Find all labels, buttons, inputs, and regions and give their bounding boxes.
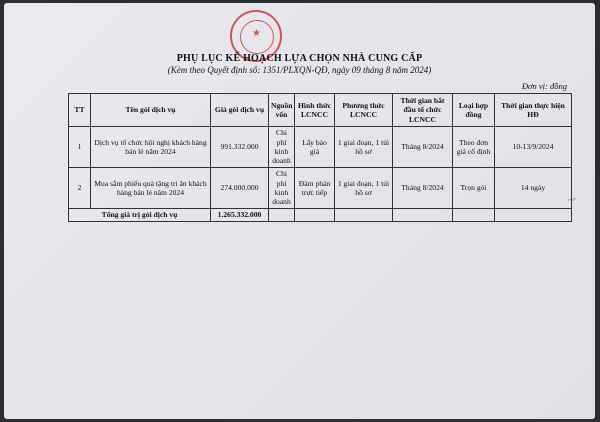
document-subtitle: (Kèm theo Quyết định số: 1351/PLXQN-QĐ, ngày 09 tháng 8 năm 2024) xyxy=(167,65,432,75)
document-page xyxy=(4,3,595,419)
cell-price: 991.332.000 xyxy=(211,127,269,168)
document-title: PHỤ LỤC KẾ HOẠCH LỰA CHỌN NHÀ CUNG CẤP xyxy=(176,53,423,64)
table-total-row xyxy=(69,209,572,222)
cell-method: 1 giai đoạn, 1 túi hồ sơ xyxy=(335,168,393,209)
cell-contract: Theo đơn giá cố định xyxy=(453,127,495,168)
header-start: Thời gian bắt đầu tổ chức LCNCC xyxy=(393,94,453,127)
cell-price: 274.000.000 xyxy=(211,168,269,209)
cell-start: Tháng 8/2024 xyxy=(393,127,453,168)
cell-form: Đàm phán trực tiếp xyxy=(295,168,335,209)
table-row xyxy=(69,168,572,209)
cell-name: Dịch vụ tổ chức hội nghị khách hàng bán lẻ năm 2024 xyxy=(91,127,211,168)
cell-method: 1 giai đoạn, 1 túi hồ sơ xyxy=(335,127,393,168)
services-table xyxy=(68,93,572,222)
table-header-row xyxy=(69,94,572,127)
cell-source: Chi phí kinh doanh xyxy=(269,127,295,168)
cell-tt: 1 xyxy=(69,127,91,168)
header-duration: Thời gian thực hiện HĐ xyxy=(495,94,572,127)
table-row xyxy=(69,127,572,168)
header-source: Nguồn vốn xyxy=(269,94,295,127)
currency-unit: Đơn vị: đồng xyxy=(521,81,567,91)
header-method: Phương thức LCNCC xyxy=(335,94,393,127)
total-value: 1.265.332.000 xyxy=(211,209,269,222)
header-price: Giá gói dịch vụ xyxy=(211,94,269,127)
cell-tt: 2 xyxy=(69,168,91,209)
header-name: Tên gói dịch vụ xyxy=(91,94,211,127)
header-form: Hình thức LCNCC xyxy=(295,94,335,127)
cell-duration: 14 ngày xyxy=(495,168,572,209)
cell-form: Lấy báo giá xyxy=(295,127,335,168)
seal-star-icon: ★ xyxy=(252,28,261,39)
cell-name: Mua sắm phiếu quà tặng tri ân khách hàng bán lẻ năm 2024 xyxy=(91,168,211,209)
cell-start: Tháng 8/2024 xyxy=(393,168,453,209)
cell-contract: Trọn gói xyxy=(453,168,495,209)
handwritten-signature: ~⌐ xyxy=(567,194,578,205)
cell-source: Chi phí kinh doanh xyxy=(269,168,295,209)
total-label: Tổng giá trị gói dịch vụ xyxy=(69,209,211,222)
header-tt: TT xyxy=(69,94,91,127)
cell-duration: 10-13/9/2024 xyxy=(495,127,572,168)
header-contract: Loại hợp đồng xyxy=(453,94,495,127)
